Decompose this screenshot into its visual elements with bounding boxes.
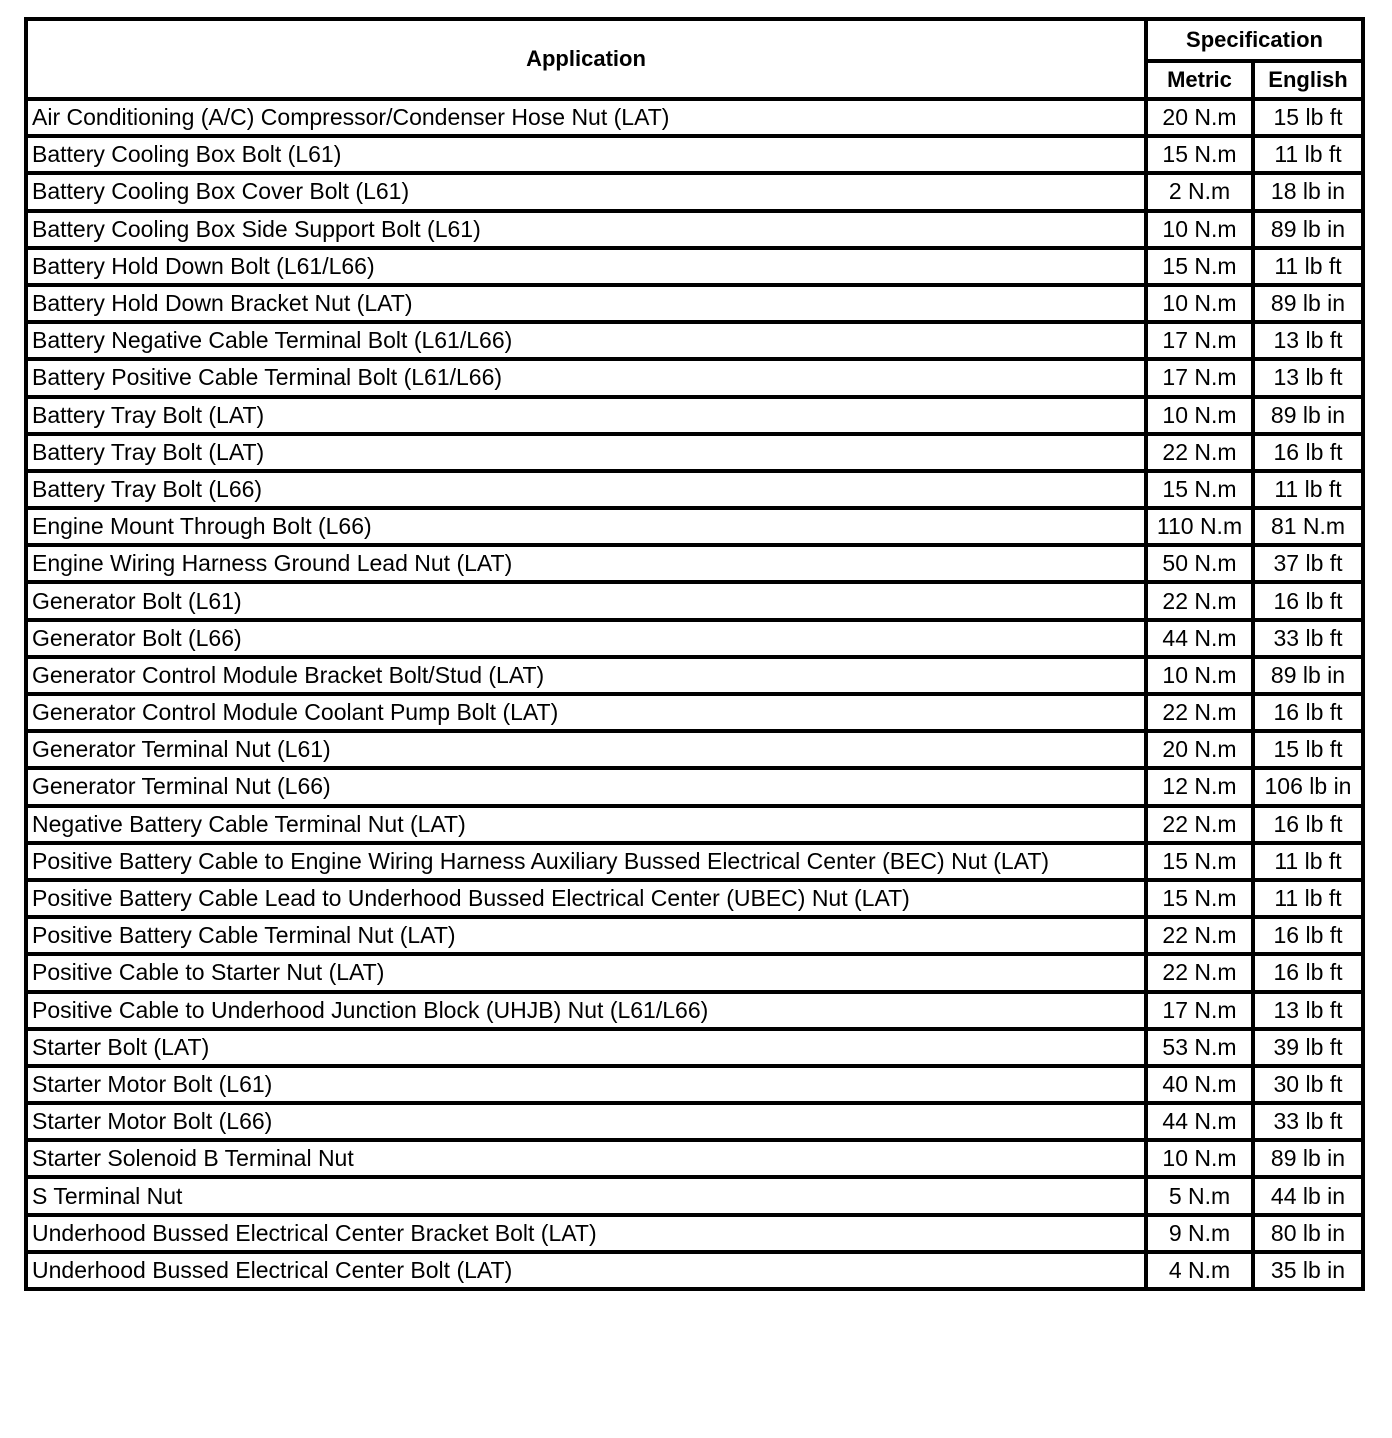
metric-cell: 5 N.m: [1146, 1177, 1253, 1214]
metric-cell: 10 N.m: [1146, 397, 1253, 434]
metric-cell: 22 N.m: [1146, 954, 1253, 991]
table-row: [26, 211, 1363, 248]
table-row: [26, 954, 1363, 991]
application-cell: Generator Terminal Nut (L66): [26, 768, 1146, 805]
application-cell: Battery Tray Bolt (L66): [26, 471, 1146, 508]
application-cell: Generator Bolt (L61): [26, 582, 1146, 619]
english-cell: 89 lb in: [1253, 1140, 1363, 1177]
english-cell: 16 lb ft: [1253, 917, 1363, 954]
application-cell: Starter Motor Bolt (L61): [26, 1066, 1146, 1103]
metric-cell: 44 N.m: [1146, 620, 1253, 657]
metric-cell: 50 N.m: [1146, 545, 1253, 582]
application-cell: Battery Hold Down Bracket Nut (LAT): [26, 285, 1146, 322]
table-row: [26, 843, 1363, 880]
table-row: [26, 694, 1363, 731]
metric-cell: 22 N.m: [1146, 917, 1253, 954]
table-row: [26, 620, 1363, 657]
table-row: [26, 806, 1363, 843]
english-header: English: [1253, 61, 1363, 99]
metric-cell: 22 N.m: [1146, 582, 1253, 619]
english-cell: 13 lb ft: [1253, 322, 1363, 359]
english-cell: 35 lb in: [1253, 1252, 1363, 1289]
english-cell: 39 lb ft: [1253, 1029, 1363, 1066]
table-row: [26, 582, 1363, 619]
metric-cell: 17 N.m: [1146, 359, 1253, 396]
metric-cell: 110 N.m: [1146, 508, 1253, 545]
table-row: [26, 1140, 1363, 1177]
english-cell: 15 lb ft: [1253, 99, 1363, 136]
table-row: [26, 1066, 1363, 1103]
english-cell: 16 lb ft: [1253, 694, 1363, 731]
english-cell: 11 lb ft: [1253, 136, 1363, 173]
application-cell: Battery Cooling Box Cover Bolt (L61): [26, 173, 1146, 210]
table-row: [26, 508, 1363, 545]
metric-header: Metric: [1146, 61, 1253, 99]
metric-cell: 15 N.m: [1146, 471, 1253, 508]
metric-cell: 44 N.m: [1146, 1103, 1253, 1140]
english-cell: 89 lb in: [1253, 657, 1363, 694]
table-row: [26, 731, 1363, 768]
application-cell: Underhood Bussed Electrical Center Bolt (LAT): [26, 1252, 1146, 1289]
table-row: [26, 99, 1363, 136]
english-cell: 33 lb ft: [1253, 620, 1363, 657]
table-row: [26, 471, 1363, 508]
table-row: [26, 285, 1363, 322]
table-row: [26, 1252, 1363, 1289]
specification-table: [24, 17, 1365, 1291]
application-cell: Engine Mount Through Bolt (L66): [26, 508, 1146, 545]
application-cell: Air Conditioning (A/C) Compressor/Condenser Hose Nut (LAT): [26, 99, 1146, 136]
metric-cell: 10 N.m: [1146, 285, 1253, 322]
application-cell: Generator Control Module Bracket Bolt/Stud (LAT): [26, 657, 1146, 694]
table-row: [26, 248, 1363, 285]
header-row-top: [26, 19, 1363, 61]
english-cell: 11 lb ft: [1253, 248, 1363, 285]
application-cell: Positive Cable to Underhood Junction Block (UHJB) Nut (L61/L66): [26, 992, 1146, 1029]
table-header: [26, 19, 1363, 99]
table-row: [26, 1029, 1363, 1066]
english-cell: 30 lb ft: [1253, 1066, 1363, 1103]
application-cell: Battery Tray Bolt (LAT): [26, 397, 1146, 434]
application-cell: Positive Battery Cable Lead to Underhood Bussed Electrical Center (UBEC) Nut (LAT): [26, 880, 1146, 917]
metric-cell: 10 N.m: [1146, 1140, 1253, 1177]
table-row: [26, 545, 1363, 582]
metric-cell: 10 N.m: [1146, 211, 1253, 248]
table-row: [26, 880, 1363, 917]
table-row: [26, 136, 1363, 173]
table-row: [26, 768, 1363, 805]
application-cell: Battery Positive Cable Terminal Bolt (L61/L66): [26, 359, 1146, 396]
english-cell: 16 lb ft: [1253, 434, 1363, 471]
table-row: [26, 434, 1363, 471]
metric-cell: 22 N.m: [1146, 434, 1253, 471]
metric-cell: 17 N.m: [1146, 322, 1253, 359]
application-cell: Generator Bolt (L66): [26, 620, 1146, 657]
metric-cell: 10 N.m: [1146, 657, 1253, 694]
metric-cell: 9 N.m: [1146, 1215, 1253, 1252]
table-row: [26, 322, 1363, 359]
application-cell: S Terminal Nut: [26, 1177, 1146, 1214]
english-cell: 13 lb ft: [1253, 359, 1363, 396]
english-cell: 106 lb in: [1253, 768, 1363, 805]
table-row: [26, 1103, 1363, 1140]
table-row: [26, 397, 1363, 434]
english-cell: 15 lb ft: [1253, 731, 1363, 768]
metric-cell: 15 N.m: [1146, 843, 1253, 880]
application-cell: Battery Cooling Box Bolt (L61): [26, 136, 1146, 173]
application-cell: Starter Motor Bolt (L66): [26, 1103, 1146, 1140]
application-header: Application: [26, 19, 1146, 99]
application-cell: Battery Hold Down Bolt (L61/L66): [26, 248, 1146, 285]
application-cell: Engine Wiring Harness Ground Lead Nut (LAT): [26, 545, 1146, 582]
table-row: [26, 173, 1363, 210]
english-cell: 89 lb in: [1253, 397, 1363, 434]
english-cell: 16 lb ft: [1253, 954, 1363, 991]
english-cell: 11 lb ft: [1253, 880, 1363, 917]
metric-cell: 17 N.m: [1146, 992, 1253, 1029]
application-cell: Battery Cooling Box Side Support Bolt (L61): [26, 211, 1146, 248]
specification-header: Specification: [1146, 19, 1363, 61]
table-body: [26, 99, 1363, 1289]
english-cell: 16 lb ft: [1253, 582, 1363, 619]
application-cell: Starter Solenoid B Terminal Nut: [26, 1140, 1146, 1177]
english-cell: 13 lb ft: [1253, 992, 1363, 1029]
metric-cell: 15 N.m: [1146, 880, 1253, 917]
english-cell: 18 lb in: [1253, 173, 1363, 210]
table-row: [26, 1177, 1363, 1214]
english-cell: 33 lb ft: [1253, 1103, 1363, 1140]
metric-cell: 12 N.m: [1146, 768, 1253, 805]
english-cell: 16 lb ft: [1253, 806, 1363, 843]
metric-cell: 40 N.m: [1146, 1066, 1253, 1103]
metric-cell: 4 N.m: [1146, 1252, 1253, 1289]
metric-cell: 15 N.m: [1146, 248, 1253, 285]
application-cell: Generator Terminal Nut (L61): [26, 731, 1146, 768]
application-cell: Positive Battery Cable Terminal Nut (LAT): [26, 917, 1146, 954]
application-cell: Generator Control Module Coolant Pump Bolt (LAT): [26, 694, 1146, 731]
metric-cell: 22 N.m: [1146, 806, 1253, 843]
english-cell: 89 lb in: [1253, 285, 1363, 322]
application-cell: Battery Negative Cable Terminal Bolt (L61/L66): [26, 322, 1146, 359]
table-row: [26, 1215, 1363, 1252]
metric-cell: 20 N.m: [1146, 731, 1253, 768]
table-row: [26, 657, 1363, 694]
application-cell: Battery Tray Bolt (LAT): [26, 434, 1146, 471]
english-cell: 89 lb in: [1253, 211, 1363, 248]
application-cell: Positive Battery Cable to Engine Wiring Harness Auxiliary Bussed Electrical Center (BEC) Nut (LAT): [26, 843, 1146, 880]
application-cell: Positive Cable to Starter Nut (LAT): [26, 954, 1146, 991]
english-cell: 11 lb ft: [1253, 843, 1363, 880]
metric-cell: 2 N.m: [1146, 173, 1253, 210]
table-row: [26, 359, 1363, 396]
metric-cell: 20 N.m: [1146, 99, 1253, 136]
english-cell: 44 lb in: [1253, 1177, 1363, 1214]
english-cell: 11 lb ft: [1253, 471, 1363, 508]
english-cell: 80 lb in: [1253, 1215, 1363, 1252]
application-cell: Underhood Bussed Electrical Center Bracket Bolt (LAT): [26, 1215, 1146, 1252]
english-cell: 37 lb ft: [1253, 545, 1363, 582]
table-row: [26, 992, 1363, 1029]
metric-cell: 22 N.m: [1146, 694, 1253, 731]
application-cell: Starter Bolt (LAT): [26, 1029, 1146, 1066]
application-cell: Negative Battery Cable Terminal Nut (LAT): [26, 806, 1146, 843]
table-row: [26, 917, 1363, 954]
metric-cell: 53 N.m: [1146, 1029, 1253, 1066]
metric-cell: 15 N.m: [1146, 136, 1253, 173]
english-cell: 81 N.m: [1253, 508, 1363, 545]
